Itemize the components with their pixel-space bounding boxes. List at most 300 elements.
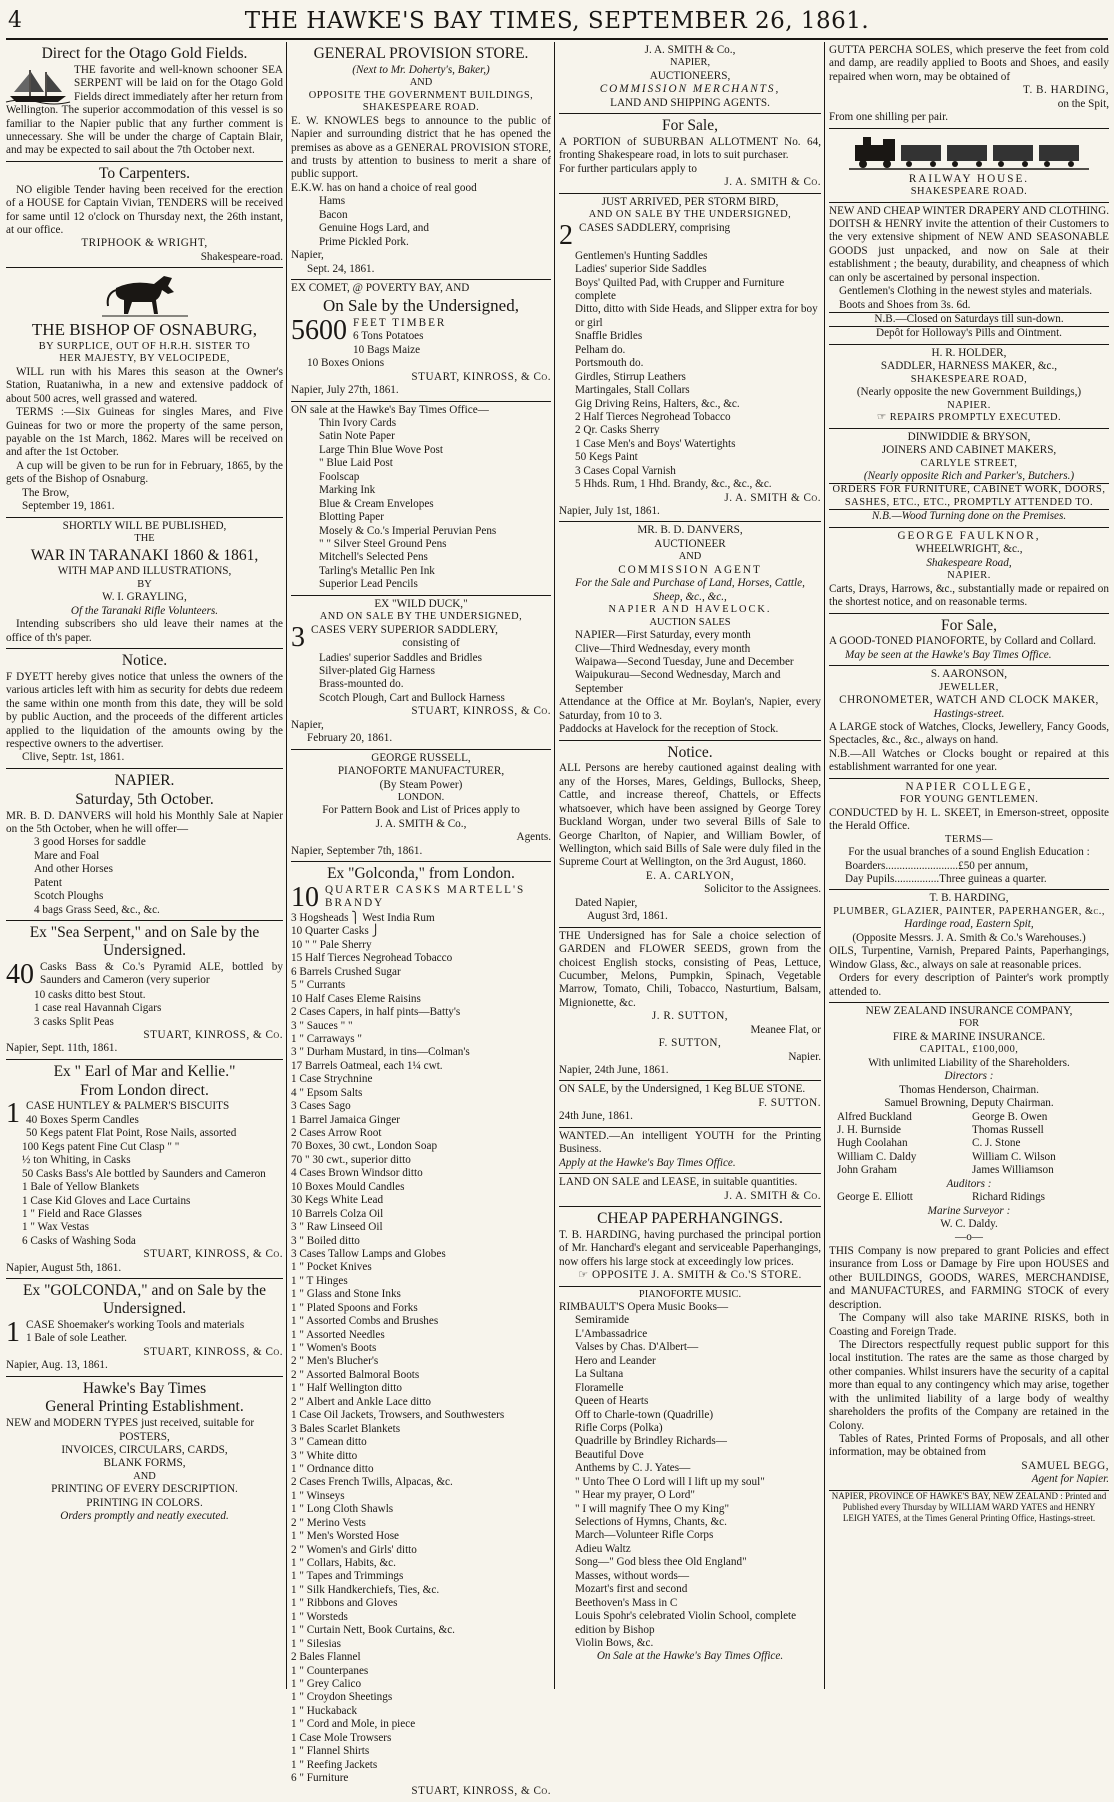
wanted-advert	[559, 1128, 821, 1174]
item-list	[6, 989, 283, 1029]
page-number: 4	[8, 8, 22, 33]
advert-line: TERMS—	[944, 833, 994, 845]
advertiser-name: STUART, KINROSS, & Co.	[143, 1345, 283, 1358]
list-item: 1 " Counterpanes	[291, 1664, 369, 1677]
item-list	[291, 417, 551, 592]
list-item: 1 " Flannel Shirts	[291, 1745, 370, 1758]
advert-line: (Nearly opposite the new Government Buildings,)	[856, 386, 1082, 399]
advert-heading: Direct for the Otago Gold Fields.	[41, 45, 248, 62]
advertiser-address	[559, 1269, 821, 1282]
quantity-number: 3	[291, 621, 305, 653]
list-item: 5 " Currants	[291, 979, 346, 992]
advert-date: Napier, July 27th, 1861.	[291, 384, 399, 397]
list-item: Beethoven's Mass in C	[575, 1596, 678, 1609]
list-item: La Sultana	[575, 1368, 624, 1381]
list-item: 5 Hhds. Rum, 1 Hhd. Brandy, &c., &c., &c.	[575, 478, 772, 491]
item-list	[559, 629, 821, 696]
list-item: 1 " Worsteds	[291, 1610, 348, 1623]
advert-place: Napier,	[291, 718, 324, 731]
advertiser-name: GEORGE RUSSELL,	[371, 751, 471, 764]
list-item: 1 case real Havannah Cigars	[34, 1002, 162, 1015]
list-item: 1 " Carraways "	[291, 1032, 362, 1045]
advert-line: AND	[678, 551, 702, 563]
list-item: 1 " Long Cloth Shawls	[291, 1503, 394, 1516]
advert-line: AND	[409, 77, 433, 89]
advertiser-address: on the Spit,	[1057, 97, 1109, 110]
list-item: CASE HUNTLEY & PALMER'S BISCUITS	[26, 1100, 230, 1113]
list-item: 1 " Plated Spoons and Forks	[291, 1301, 418, 1314]
list-item: 1 " Pocket Knives	[291, 1261, 372, 1274]
advert-body: RIMBAULT'S Opera Music Books—	[559, 1301, 729, 1314]
list-item: 1 " Half Wellington ditto	[291, 1382, 402, 1395]
list-item: Scotch Ploughs	[34, 890, 104, 903]
earl-of-mar-advert	[6, 1060, 283, 1279]
list-item: Valses by Chas. D'Albert—	[575, 1341, 699, 1354]
advert-heading: Hawke's Bay Times	[82, 1379, 207, 1397]
advert-note: Depôt for Holloway's Pills and Ointment.	[876, 327, 1062, 340]
list-item: 2 " Assorted Balmoral Boots	[291, 1368, 420, 1381]
director-name: James Williamson	[972, 1164, 1054, 1177]
advert-line: For the Sale and Purchase of Land, Horses, Cattle, Sheep, &c., &c.,	[575, 577, 805, 603]
advert-date: Napier, July 1st, 1861.	[559, 505, 660, 518]
quantity-number: 1	[6, 1316, 20, 1348]
advertiser-name: MR. B. D. DANVERS,	[637, 524, 743, 537]
list-item: 1 " Cord and Mole, in piece	[291, 1718, 416, 1731]
advert-heading: GENERAL PROVISION STORE.	[313, 45, 529, 62]
list-item: Anthems by C. J. Yates—	[575, 1462, 691, 1475]
advert-body: E.K.W. has on hand a choice of real good	[291, 181, 477, 194]
advertiser-name: DINWIDDIE & BRYSON,	[907, 430, 1031, 443]
director-name: Samuel Browning, Deputy Chairman.	[884, 1097, 1054, 1110]
list-item: Quadrille by Brindley Richards—	[575, 1435, 727, 1448]
land-advert	[559, 1174, 821, 1207]
advert-footer: On Sale at the Hawke's Bay Times Office.	[596, 1650, 784, 1663]
list-item: Waipawa—Second Tuesday, June and December	[575, 655, 794, 668]
taranaki-advert	[6, 518, 283, 649]
author-rank: Of the Taranaki Rifle Volunteers.	[70, 604, 219, 617]
advert-date: February 20, 1861.	[307, 732, 393, 745]
list-item: FEET TIMBER	[353, 316, 447, 329]
advert-line: LONDON.	[397, 791, 445, 803]
allotment-advert	[559, 114, 821, 194]
list-item: Ladies' superior Saddles and Bridles	[319, 651, 482, 664]
advertiser-address: SHAKESPEARE ROAD,	[910, 373, 1028, 385]
column-3	[559, 42, 821, 1691]
list-item: NAPIER—First Saturday, every month	[575, 629, 751, 642]
list-item: 2 Cases Arrow Root	[291, 1127, 382, 1140]
advert-date: Napier, Sept. 11th, 1861.	[6, 1042, 118, 1055]
list-item: " Hear my prayer, O Lord"	[575, 1489, 695, 1502]
advert-line: JUST ARRIVED, PER STORM BIRD,	[601, 195, 779, 208]
auditor-name: George E. Elliott	[837, 1191, 913, 1204]
advert-body: Casks Bass & Co.'s Pyramid ALE, bottled by Saunders and Cameron (very superior	[40, 960, 283, 987]
advert-body: GUTTA PERCHA SOLES, which preserve the feet from cold and damp, are readily applied to Boots and Shoes, and easily repaired when worn, may be obtained of	[829, 44, 1109, 83]
advert-heading: THE BISHOP OF OSNABURG,	[31, 320, 258, 340]
list-item: Marking Ink	[319, 484, 376, 497]
director-name: William C. Wilson	[972, 1150, 1056, 1163]
list-item: Floramelle	[575, 1381, 624, 1394]
list-item: 10 Quarter Casks ⎭	[291, 925, 380, 938]
advert-body: Tables of Rates, Printed Forms of Proposals, and all other information, may be obtained from	[829, 1433, 1109, 1459]
wild-duck-advert	[291, 596, 551, 750]
list-item: 1 " Silesias	[291, 1637, 341, 1650]
advert-body: Gentlemen's Clothing in the newest styles and materials.	[839, 285, 1093, 298]
list-item: 3 " Durham Mustard, in tins—Colman's	[291, 1046, 470, 1059]
list-item: Song—" God bless thee Old England"	[575, 1556, 747, 1569]
advertiser-name: TRIPHOOK & WRIGHT,	[81, 237, 208, 250]
schooner-icon	[6, 66, 70, 104]
advertiser-name: STUART, KINROSS, & Co.	[143, 1028, 283, 1041]
column-rule	[554, 42, 555, 1689]
harding-advert	[829, 890, 1109, 1003]
advert-heading: CHEAP PAPERHANGINGS.	[597, 1209, 783, 1227]
list-item: 70 Boxes, 30 cwt., London Soap	[291, 1140, 438, 1153]
advert-body: THE Undersigned has for Sale a choice selection of GARDEN and FLOWER SEEDS, grown from the choicest English stocks, consisting of Peas, Lettuce, Cucumber, Melons, Pumpkin, Spinach, Vegetable Marrow, Tomato, Chili, Tobacco, Nasturtium, Balsam, Mignionette, &c.	[559, 929, 821, 1009]
list-item: Thin Ivory Cards	[319, 417, 397, 429]
advert-body: Intending subscribers sho uld leave their names at the office of th's paper.	[6, 618, 283, 644]
section-label: Marine Surveyor :	[927, 1204, 1011, 1217]
advert-place: Napier,	[291, 249, 324, 262]
advert-subheading: (Next to Mr. Doherty's, Baker,)	[352, 63, 490, 76]
list-item: And other Horses	[34, 863, 113, 876]
advert-line: THE	[134, 533, 155, 545]
advert-footer: Orders promptly and neatly executed.	[60, 1510, 229, 1523]
advertiser-address: Shakespeare-road.	[200, 250, 283, 263]
author-name: W. I. GRAYLING,	[102, 591, 187, 604]
list-item: " " Silver Steel Ground Pens	[319, 537, 447, 550]
advertiser-trade: AUCTIONEER	[654, 537, 726, 550]
advert-body: THE favorite and well-known schooner SEA SERPENT will be laid on for the Otago Gold Fields direct immediately after her return from Wellington. The superior accommodation of this vessel is so familiar to the Napier public that any further comment is unnecessary. She will be under the charge of Captain Blair, and may be expected to sail about the 7th October next.	[6, 63, 283, 157]
advert-heading: Ex "Sea Serpent," and on Sale by the Undersigned.	[29, 924, 260, 959]
advert-heading: Notice.	[121, 652, 168, 670]
advert-note: N.B.—Closed on Saturdays till sun-down.	[829, 312, 1109, 327]
otago-advert	[6, 42, 283, 162]
list-item: Gentlemen's Hunting Saddles	[575, 249, 708, 262]
worgan-notice	[559, 741, 821, 928]
list-item: Beautiful Dove	[575, 1448, 644, 1461]
item-list	[291, 195, 551, 249]
newspaper-title: THE HAWKE'S BAY TIMES, SEPTEMBER 26, 1861.	[244, 8, 870, 34]
auditor-name: Richard Ridings	[972, 1191, 1046, 1204]
advert-heading: Ex "GOLCONDA," and on Sale by the Undersigned.	[23, 1282, 266, 1317]
list-item: Hero and Leander	[575, 1354, 656, 1367]
list-item: QUARTER CASKS MARTELL'S BRANDY	[325, 884, 526, 910]
drapery-advert	[829, 203, 1109, 345]
list-item: 1 " Ordnance ditto	[291, 1462, 374, 1475]
advert-subheading: AUCTION SALES	[649, 616, 731, 628]
holder-advert	[829, 345, 1109, 429]
list-item: Patent	[34, 876, 62, 889]
column-rule	[286, 42, 287, 1689]
director-name: George B. Owen	[972, 1110, 1048, 1123]
advert-heading: General Printing Establishment.	[45, 1398, 244, 1416]
advert-line: FOR YOUNG GENTLEMEN.	[899, 794, 1039, 806]
danvers-advert	[559, 522, 821, 740]
advertiser-trade: PIANOFORTE MANUFACTURER,	[337, 765, 505, 778]
list-item: 2 Half Tierces Negrohead Tobacco	[575, 410, 731, 423]
list-item: CASE Shoemaker's working Tools and materials	[26, 1318, 245, 1331]
list-item: Superior Lead Pencils	[319, 578, 418, 591]
advert-body: THIS Company is now prepared to grant Policies and effect insurance from Loss or Damage by Fire upon HOUSES and other BUILDINGS, GOODS, WARES, MERCHANDISE, and MANUFACTURES, and FARMING STOCK of every description.	[829, 1244, 1109, 1311]
list-item: Tarling's Metallic Pen Ink	[319, 564, 435, 577]
advert-line: FOR	[958, 1018, 980, 1030]
golconda-tools-advert	[6, 1279, 283, 1376]
advert-heading: Ex " Earl of Mar and Kellie."	[53, 1062, 236, 1080]
advert-body: E. W. KNOWLES begs to announce to the public of Napier and surrounding district that he has opened the premises as above as a GENERAL PROVISION STORE, and trusts by attention to business to merit a share of public support.	[291, 114, 551, 181]
advert-line: AND ON SALE BY THE UNDERSIGNED,	[319, 611, 523, 623]
director-name: John Graham	[837, 1164, 897, 1177]
advert-subheading: Saturday, 5th October.	[75, 790, 214, 808]
quantity-number: 1	[6, 1098, 20, 1130]
bluestone-advert	[559, 1081, 821, 1127]
horse-icon	[102, 272, 188, 318]
list-item: 17 Barrels Oatmeal, each 1¼ cwt.	[291, 1059, 443, 1072]
smith-advert	[559, 42, 821, 114]
advert-body: Carts, Drays, Harrows, &c., substantially made or repaired on the shortest notice, and on reasonable terms.	[829, 582, 1109, 609]
advert-heading: NEW ZEALAND INSURANCE COMPANY,	[865, 1004, 1073, 1017]
list-item: Silver-plated Gig Harness	[319, 665, 435, 678]
advertiser-name: J. R. SUTTON,	[651, 1010, 729, 1023]
advertiser-address: SHAKESPEARE ROAD.	[910, 186, 1028, 198]
list-item: Mitchell's Selected Pens	[319, 551, 428, 564]
list-item: Semiramide	[575, 1314, 630, 1327]
storm-bird-advert	[559, 194, 821, 523]
advert-line: BY	[137, 578, 152, 590]
advertiser-name: H. R. HOLDER,	[931, 346, 1007, 359]
list-item: 1 " Collars, Habits, &c.	[291, 1557, 396, 1570]
list-item: 1 " Men's Worsted Hose	[291, 1530, 400, 1543]
advertiser-place: NAPIER AND HAVELOCK.	[608, 604, 772, 616]
advertiser-role: Solicitor to the Assignees.	[704, 883, 821, 896]
advertiser-name: STUART, KINROSS, & Co.	[143, 1248, 283, 1261]
list-item: 1 Case Strychnine	[291, 1073, 373, 1086]
music-advert	[559, 1287, 821, 1667]
quantity-number: 5600	[291, 314, 347, 346]
advertiser-name: NAPIER COLLEGE,	[905, 780, 1033, 793]
divider: —o—	[955, 1231, 983, 1244]
list-item: 100 Kegs patent Fine Cut Clasp " "	[22, 1140, 180, 1153]
list-item: 1 Case Men's and Boys' Watertights	[575, 437, 736, 450]
carpenters-advert	[6, 162, 283, 268]
director-name: Thomas Russell	[972, 1123, 1044, 1136]
advert-body: CONDUCTED by H. L. SKEET, in Emerson-street, opposite the Herald Office.	[829, 806, 1109, 833]
section-label: Auditors :	[946, 1177, 992, 1190]
seeds-advert	[559, 928, 821, 1082]
advertiser-name: F. SUTTON,	[658, 1037, 722, 1050]
list-item: 1 " Huckaback	[291, 1704, 358, 1717]
service-item: BLANK FORMS,	[103, 1457, 186, 1470]
item-list	[559, 250, 821, 492]
advert-note: N.B.—All Watches or Clocks bought or repaired at this establishment warranted for one year.	[829, 747, 1109, 774]
advert-body: ORDERS FOR FURNITURE, CABINET WORK, DOORS, SASHES, ETC., ETC., PROMPTLY ATTENDED TO.	[829, 483, 1109, 510]
advertiser-place: NAPIER,	[669, 57, 711, 69]
advertiser-name: J. A. SMITH & Co.	[724, 491, 821, 504]
aaronson-advert	[829, 666, 1109, 779]
column-2	[291, 42, 551, 1798]
list-item: 1 " Women's Boots	[291, 1342, 377, 1355]
list-item: 1 " Grey Calico	[291, 1677, 362, 1690]
list-item: Genuine Hogs Lard, and	[319, 222, 429, 235]
advert-heading: Notice.	[667, 743, 713, 761]
list-item: " Unto Thee O Lord will I lift up my soul"	[575, 1475, 765, 1488]
list-item: Foolscap	[319, 470, 360, 483]
railway-train-icon	[849, 133, 1089, 171]
advert-body: ON sale at the Hawke's Bay Times Office—	[291, 403, 489, 416]
list-item: Snaffle Bridles	[575, 330, 643, 343]
dinwiddie-advert	[829, 429, 1109, 528]
list-item: 1 " Reefing Jackets	[291, 1758, 378, 1771]
section-label: Directors :	[944, 1070, 994, 1083]
golconda-brandy-advert	[291, 862, 551, 1802]
advertiser-address: Napier.	[788, 1050, 821, 1063]
column-rule	[824, 42, 825, 1689]
advert-date: Napier, August 5th, 1861.	[6, 1261, 122, 1274]
advert-date: Sept. 24, 1861.	[307, 262, 375, 275]
list-item: 1 Case Oil Jackets, Trowsers, and Southwesters	[291, 1409, 505, 1422]
provision-store-advert	[291, 42, 551, 280]
advert-body: Apply at the Hawke's Bay Times Office.	[559, 1156, 736, 1169]
list-item: 6 Barrels Crushed Sugar	[291, 965, 401, 978]
item-list	[559, 1314, 821, 1650]
advert-body: Paddocks at Havelock for the reception of Stock.	[559, 723, 779, 736]
list-item: Satin Note Paper	[319, 430, 395, 443]
column-1	[6, 42, 283, 1691]
pointing-hand-icon: ☞	[578, 1269, 593, 1282]
advert-heading: For Sale,	[662, 117, 718, 135]
list-item: Blotting Paper	[319, 511, 384, 524]
advert-heading: NEW AND CHEAP WINTER DRAPERY AND CLOTHING.	[829, 204, 1109, 217]
advert-cup: A cup will be given to be run for in February, 1865, by the gets of the Bishop of Osnaburg.	[6, 459, 283, 486]
list-item: 1 Barrel Jamaica Ginger	[291, 1113, 401, 1126]
comet-advert	[291, 280, 551, 402]
advert-body: F DYETT hereby gives notice that unless the owners of the various articles left with him as security for debts due redeem the same within one month from this date, they will be sold by public Auction, and the proceeds of the different articles applied to the liquidation of the amounts owing by the respective owners to the advertiser.	[6, 670, 283, 751]
service-item: POSTERS,	[119, 1430, 170, 1443]
column-4	[829, 42, 1109, 1691]
surveyor-name: W. C. Daldy.	[940, 1218, 998, 1231]
advert-body: A LARGE stock of Watches, Clocks, Jewellery, Fancy Goods, Spectacles, &c., &c., always on hand.	[829, 721, 1109, 747]
directors-list	[829, 1111, 1109, 1178]
list-item: 1 " Ribbons and Gloves	[291, 1597, 398, 1610]
list-item: 1 Bale of Yellow Blankets	[22, 1181, 140, 1194]
advert-place: Dated Napier,	[575, 896, 638, 909]
advert-body: ON SALE, by the Undersigned, 1 Keg BLUE STONE.	[559, 1083, 806, 1096]
list-item: 1 " Croydon Sheetings	[291, 1691, 393, 1704]
advert-date: 24th June, 1861.	[559, 1110, 633, 1123]
pedigree-line: HER MAJESTY, BY VELOCIPEDE,	[59, 353, 230, 365]
advert-body: NEW and MODERN TYPES just received, suitable for	[6, 1417, 255, 1430]
list-item: CASES SADDLERY, comprising	[579, 221, 731, 234]
agent-name: J. A. SMITH & Co.,	[375, 817, 467, 830]
list-item: Waipukurau—Second Wednesday, March and September	[575, 669, 781, 695]
advert-date: August 3rd, 1861.	[587, 910, 668, 923]
list-item: 15 Half Tierces Negrohead Tobacco	[291, 952, 453, 965]
advert-line: (Nearly opposite Rich and Parker's, Butchers.)	[863, 470, 1075, 483]
list-item: Ditto, ditto with Side Heads, and Slipper extra for boy or girl	[575, 303, 818, 329]
advertiser-name: T. B. HARDING,	[1022, 84, 1109, 97]
advert-signoff: The Brow,	[22, 486, 70, 499]
list-item: " I will magnify Thee O my King"	[575, 1502, 730, 1515]
advertiser-name: STUART, KINROSS, & Co.	[411, 370, 551, 383]
list-item: Violin Bows, &c.	[575, 1636, 654, 1649]
advertiser-town: NAPIER.	[947, 570, 991, 582]
list-item: 3 " Raw Linseed Oil	[291, 1221, 383, 1234]
list-item: 1 " Tapes and Trimmings	[291, 1570, 404, 1583]
railway-house-advert	[829, 129, 1109, 203]
list-item: 1 Case Mole Trowsers	[291, 1731, 392, 1744]
advert-heading: NAPIER.	[114, 771, 175, 789]
director-name: Thomas Henderson, Chairman.	[899, 1083, 1039, 1096]
faulknor-advert	[829, 528, 1109, 614]
service-item: PRINTING IN COLORS.	[86, 1496, 203, 1509]
list-item: 40 Boxes Sperm Candles	[26, 1113, 139, 1126]
list-item: 70 " 30 cwt., superior ditto	[291, 1153, 411, 1166]
advert-line: EX "WILD DUCK,"	[374, 597, 468, 610]
advertiser-address: CARLYLE STREET,	[920, 457, 1018, 469]
advertiser-trade: AUCTIONEERS,	[649, 69, 731, 82]
advert-line: WITH MAP AND ILLUSTRATIONS,	[57, 565, 232, 578]
dyett-notice	[6, 649, 283, 769]
fee-line: Boarders..........................£50 per annum,	[845, 859, 1029, 872]
advertiser-name: T. B. HARDING,	[929, 892, 1009, 905]
advertiser-trade: JOINERS AND CABINET MAKERS,	[881, 444, 1057, 457]
quantity-number: 2	[559, 219, 573, 251]
advert-body: MR. B. D. DANVERS will hold his Monthly Sale at Napier on the 5th October, when he will offer—	[6, 809, 283, 835]
advert-date: Napier, 24th June, 1861.	[559, 1064, 669, 1077]
item-list	[6, 1114, 283, 1248]
list-item: 2 " Albert and Ankle Lace ditto	[291, 1395, 432, 1408]
service-item: AND	[133, 1470, 156, 1482]
advert-body: T. B. HARDING, having purchased the principal portion of Mr. Hanchard's elegant and serviceable Paperhangings, now offers his large stock at exceedingly low prices.	[559, 1228, 821, 1268]
list-item: Large Thin Blue Wove Post	[319, 443, 444, 456]
advert-date: Clive, Septr. 1st, 1861.	[22, 751, 125, 764]
advertiser-role: Agent for Napier.	[1031, 1473, 1109, 1486]
list-item: 1 " Assorted Needles	[291, 1328, 385, 1341]
item-list	[6, 836, 283, 917]
list-item: 3 Bales Scarlet Blankets	[291, 1422, 401, 1435]
item-list	[291, 912, 551, 1785]
stationery-advert	[291, 402, 551, 596]
advert-body: LAND ON SALE and LEASE, in suitable quantities.	[559, 1176, 798, 1189]
list-item: 3 Hogsheads ⎫ West India Rum	[291, 912, 435, 925]
list-item: 2 Cases Capers, in half pints—Batty's	[291, 1006, 461, 1019]
pianoforte-advert	[829, 614, 1109, 667]
list-item: 2 Bales Flannel	[291, 1651, 361, 1664]
advert-line: EX COMET, @ POVERTY BAY, AND	[291, 281, 470, 294]
list-item: 10 Half Cases Eleme Raisins	[291, 992, 421, 1005]
list-item: 6 Casks of Washing Soda	[22, 1234, 136, 1247]
advertiser-trade: CHRONOMETER, WATCH AND CLOCK MAKER,	[839, 694, 1099, 707]
list-item: 1 " Silk Handkerchiefs, Ties, &c.	[291, 1583, 440, 1596]
advertiser-trade: SADDLER, HARNESS MAKER, &c.,	[880, 360, 1058, 373]
list-item: Off to Charle-town (Quadrille)	[575, 1408, 714, 1421]
list-item: 6 Tons Potatoes	[353, 330, 424, 343]
list-item: 50 Casks Bass's Ale bottled by Saunders and Cameron	[22, 1167, 266, 1180]
advert-note: N.B.—Wood Turning done on the Premises.	[871, 510, 1067, 523]
advert-body: NO eligible Tender having been received for the erection of a HOUSE for Captain Vivian, TENDERS will be received for same until 12 o'clock on Thursday next, the 26th instant, at our office.	[6, 183, 283, 236]
director-name: J. H. Burnside	[837, 1123, 902, 1136]
advert-body: Attendance at the Office at Mr. Boylan's, Napier, every Saturday, from 10 to 3.	[559, 696, 821, 722]
advertiser-name: STUART, KINROSS, & Co.	[411, 705, 551, 718]
list-item: 3 " Boiled ditto	[291, 1234, 360, 1247]
advert-body: The Directors respectfully request public support for this local institution. The rates are the same as those charged by other companies. Whilst insurers have the security of a capital more than equal to any contingency which may arise, together with the unlimited liability of a large body of wealthy shareholders the profits of the Company are retained in the Colony.	[829, 1338, 1109, 1432]
list-item: 1 " Wax Vestas	[22, 1221, 89, 1234]
list-item: Gig Driving Reins, Halters, &c., &c.	[575, 397, 740, 410]
director-name: Hugh Coolahan	[837, 1137, 908, 1150]
napier-college-advert	[829, 779, 1109, 891]
advertiser-address: Hardinge road, Eastern Spit,	[904, 918, 1034, 931]
advertiser-name: F. SUTTON.	[758, 1096, 821, 1109]
list-item: 3 good Horses for saddle	[34, 836, 146, 849]
